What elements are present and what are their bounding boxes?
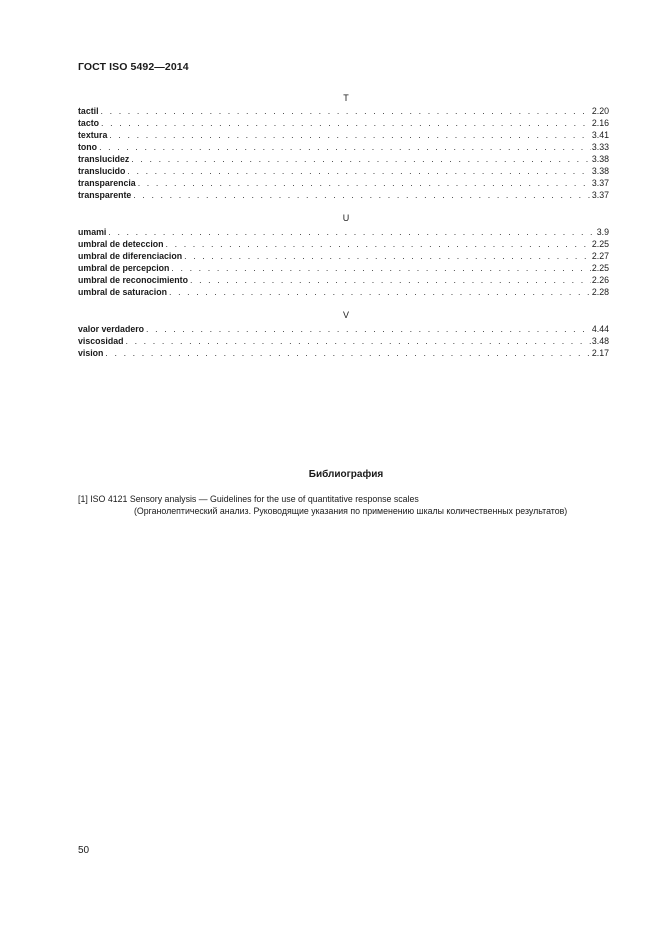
index-term: tacto [78,118,100,128]
index-entry [78,117,609,129]
index-term: umbral de reconocimiento [78,275,188,285]
index-ref: 2.17 [591,348,609,358]
index-term: transparencia [78,178,136,188]
index-term: tactil [78,106,99,116]
dot-leader [131,153,591,165]
dot-leader [99,141,591,153]
index-ref: 3.37 [591,178,609,188]
dot-leader [169,286,591,298]
section-letter-v: V [342,310,349,320]
index-entry [78,323,609,335]
index-term: vision [78,348,104,358]
index-entry [78,238,609,250]
index-term: umbral de saturacion [78,287,167,297]
index-term: umami [78,227,107,237]
section-letter-t: T [343,93,349,103]
index-term: tono [78,142,98,152]
section-letter-u: U [342,213,350,223]
index-ref: 3.41 [591,130,609,140]
index-entry [78,286,609,298]
dot-leader [127,165,590,177]
index-ref: 2.25 [591,239,609,249]
index-term: viscosidad [78,336,124,346]
dot-leader [190,274,591,286]
index-entry [78,141,609,153]
index-ref: 2.25 [591,263,609,273]
index-term: umbral de percepcion [78,263,170,273]
index-entry [78,262,609,274]
dot-leader [101,105,591,117]
index-term: valor verdadero [78,324,145,334]
dot-leader [138,177,591,189]
dot-leader [133,189,591,201]
index-ref: 3.48 [591,336,609,346]
page-number: 50 [78,845,90,856]
index-ref: 3.37 [591,190,609,200]
index-ref: 3.38 [591,154,609,164]
index-ref: 2.26 [591,275,609,285]
index-term: umbral de diferenciacion [78,251,183,261]
index-entry [78,189,609,201]
index-ref: 3.38 [591,166,609,176]
index-ref: 3.9 [596,227,609,237]
dot-leader [108,226,595,238]
index-entry [78,274,609,286]
document-header: ГОСТ ISO 5492—2014 [78,61,189,73]
index-term: translucidez [78,154,130,164]
index-ref: 2.28 [591,287,609,297]
dot-leader [109,129,591,141]
index-entry [78,335,609,347]
index-entry [78,226,609,238]
index-ref: 2.16 [591,118,609,128]
index-ref: 4.44 [591,324,609,334]
dot-leader [184,250,591,262]
bibliography-reference: [1] ISO 4121 Sensory analysis — Guidelines for the use of quantitative response scales [78,494,419,504]
bibliography-translation: (Органолептический анализ. Руководящие указания по применению шкалы количественных результатов) [134,506,568,516]
index-entry [78,177,609,189]
dot-leader [171,262,590,274]
index-ref: 2.27 [591,251,609,261]
index-entry [78,153,609,165]
dot-leader [146,323,591,335]
index-ref: 3.33 [591,142,609,152]
index-entry [78,129,609,141]
dot-leader [105,347,590,359]
index-ref: 2.20 [591,106,609,116]
index-entry [78,105,609,117]
index-entry [78,347,609,359]
index-term: textura [78,130,108,140]
dot-leader [101,117,591,129]
bibliography-item [78,493,614,517]
bibliography-title: Библиография [308,469,384,480]
index-term: umbral de deteccion [78,239,164,249]
dot-leader [125,335,590,347]
dot-leader [166,238,591,250]
index-entry [78,250,609,262]
index-term: translucido [78,166,126,176]
index-entry [78,165,609,177]
index-term: transparente [78,190,132,200]
